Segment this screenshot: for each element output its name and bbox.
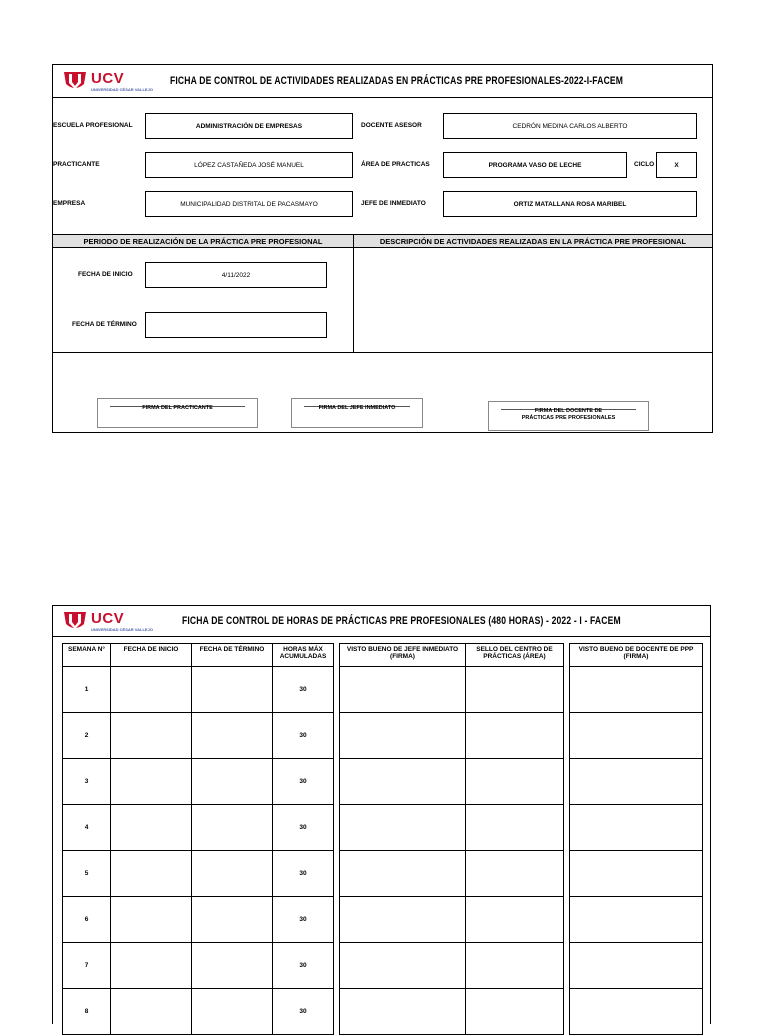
horas-cell: 30 (273, 897, 334, 943)
area-label: ÁREA DE PRACTICAS (361, 161, 430, 168)
sello-cell[interactable] (466, 805, 564, 851)
visto-jefe-cell[interactable] (340, 897, 466, 943)
descripcion-header: DESCRIPCIÓN DE ACTIVIDADES REALIZADAS EN LA PRÁCTICA PRE PROFESIONAL (379, 236, 687, 246)
fecha-inicio-cell[interactable] (111, 897, 192, 943)
horas-cell: 30 (273, 713, 334, 759)
fecha-termino-cell[interactable] (192, 943, 273, 989)
semana-cell: 6 (63, 897, 111, 943)
fecha-inicio-label: FECHA DE INICIO (78, 271, 133, 278)
fecha-inicio-cell[interactable] (111, 943, 192, 989)
table-row (63, 713, 703, 759)
horas-cell: 30 (273, 989, 334, 1035)
col-visto-docente-line1: VISTO BUENO DE DOCENTE DE PPP (578, 646, 694, 653)
col-sello (466, 644, 564, 667)
visto-jefe-cell[interactable] (340, 667, 466, 713)
sello-cell[interactable] (466, 667, 564, 713)
sello-cell[interactable] (466, 759, 564, 805)
fecha-inicio-cell[interactable] (111, 805, 192, 851)
ucv-shield-icon (62, 69, 88, 93)
col-sello-line2: PRÁCTICAS (ÁREA) (483, 653, 546, 661)
table-row (63, 851, 703, 897)
horas-cell: 30 (273, 805, 334, 851)
semana-cell: 5 (63, 851, 111, 897)
col-sello-line1: SELLO DEL CENTRO DE (476, 646, 553, 653)
semana-cell: 7 (63, 943, 111, 989)
table-row (63, 805, 703, 851)
fecha-inicio-cell[interactable] (111, 851, 192, 897)
sello-cell[interactable] (466, 897, 564, 943)
table-row (63, 759, 703, 805)
semana-cell: 8 (63, 989, 111, 1035)
form1-title: FICHA DE CONTROL DE ACTIVIDADES REALIZADAS EN PRÁCTICAS PRE PROFESIONALES-2022-I-FACEM (170, 75, 624, 87)
col-horas-line2: ACUMULADAS (279, 653, 327, 661)
ciclo-label: CICLO (634, 161, 655, 168)
table-row (63, 667, 703, 713)
fecha-termino-cell[interactable] (192, 759, 273, 805)
visto-docente-cell[interactable] (570, 713, 703, 759)
escuela-value: ADMINISTRACIÓN DE EMPRESAS (195, 122, 303, 130)
hours-table (62, 643, 703, 1035)
col-semana: SEMANA N° (63, 644, 111, 667)
fecha-termino-cell[interactable] (192, 897, 273, 943)
visto-jefe-cell[interactable] (340, 943, 466, 989)
visto-docente-cell[interactable] (570, 851, 703, 897)
sello-cell[interactable] (466, 989, 564, 1035)
col-horas (273, 644, 334, 667)
visto-docente-cell[interactable] (570, 805, 703, 851)
col-fecha-termino: FECHA DE TÉRMINO (192, 644, 273, 667)
horas-cell: 30 (273, 943, 334, 989)
sello-cell[interactable] (466, 943, 564, 989)
ucv-logo-2 (62, 608, 153, 634)
escuela-label: ESCUELA PROFESIONAL (53, 122, 133, 129)
col-fecha-inicio: FECHA DE INICIO (111, 644, 192, 667)
fecha-termino-label: FECHA DE TÉRMINO (72, 321, 137, 328)
table-row (63, 943, 703, 989)
col-visto-docente-line2: (FIRMA) (623, 653, 649, 661)
firma-docente-line1: FIRMA DEL DOCENTE DE (534, 408, 603, 414)
empresa-label: EMPRESA (53, 200, 86, 207)
horas-cell: 30 (273, 851, 334, 897)
docente-label: DOCENTE ASESOR (361, 122, 422, 129)
fecha-termino-field[interactable] (145, 312, 327, 338)
firma-docente-box[interactable] (488, 401, 649, 431)
jefe-label: JEFE DE INMEDIATO (361, 200, 426, 207)
fecha-termino-cell[interactable] (192, 667, 273, 713)
semana-cell: 2 (63, 713, 111, 759)
jefe-field[interactable] (443, 191, 697, 217)
col-visto-jefe-line2: (FIRMA) (390, 653, 415, 661)
col-visto-jefe (340, 644, 466, 667)
table-row (63, 989, 703, 1035)
fecha-inicio-cell[interactable] (111, 713, 192, 759)
fecha-termino-cell[interactable] (192, 713, 273, 759)
logo-text: UCV (91, 609, 125, 627)
table-row (63, 897, 703, 943)
ucv-logo (62, 68, 153, 94)
fecha-inicio-cell[interactable] (111, 759, 192, 805)
semana-cell: 3 (63, 759, 111, 805)
jefe-value: ORTIZ MATALLANA ROSA MARIBEL (513, 200, 627, 208)
fecha-termino-cell[interactable] (192, 805, 273, 851)
visto-docente-cell[interactable] (570, 759, 703, 805)
visto-docente-cell[interactable] (570, 897, 703, 943)
form2-title: FICHA DE CONTROL DE HORAS DE PRÁCTICAS PRE PROFESIONALES (480 HORAS) - 2022 - I - FACEM (182, 615, 621, 627)
visto-jefe-cell[interactable] (340, 805, 466, 851)
fecha-inicio-cell[interactable] (111, 989, 192, 1035)
area-field[interactable] (443, 152, 627, 178)
fecha-inicio-cell[interactable] (111, 667, 192, 713)
ucv-shield-icon (62, 609, 88, 633)
fecha-inicio-field[interactable] (145, 262, 327, 288)
visto-jefe-cell[interactable] (340, 851, 466, 897)
semana-cell: 1 (63, 667, 111, 713)
docente-value: CEDRÓN MEDINA CARLOS ALBERTO (512, 122, 628, 130)
firma-jefe-label: FIRMA DEL JEFE INMEDIATO (318, 405, 396, 411)
visto-docente-cell[interactable] (570, 667, 703, 713)
practicante-field[interactable] (145, 152, 353, 178)
horas-cell: 30 (273, 759, 334, 805)
firma-docente-line2: PRÁCTICAS PRE PROFESIONALES (521, 414, 616, 421)
sello-cell[interactable] (466, 713, 564, 759)
practicante-label: PRACTICANTE (53, 161, 100, 168)
visto-docente-cell[interactable] (570, 989, 703, 1035)
hours-table-header (63, 644, 703, 667)
visto-jefe-cell[interactable] (340, 713, 466, 759)
ciclo-field[interactable] (656, 152, 697, 178)
area-value: PROGRAMA VASO DE LECHE (488, 161, 582, 169)
practicante-value: LÓPEZ CASTAÑEDA JOSÉ MANUEL (194, 161, 304, 169)
logo-subtitle: UNIVERSIDAD CÉSAR VALLEJO (91, 86, 153, 92)
ciclo-value: X (674, 161, 679, 169)
logo-subtitle: UNIVERSIDAD CÉSAR VALLEJO (91, 626, 153, 632)
firma-jefe-box[interactable] (291, 398, 423, 428)
firma-practicante-box[interactable] (97, 398, 258, 428)
fecha-termino-cell[interactable] (192, 989, 273, 1035)
col-horas-line1: HORAS MÁX (283, 646, 323, 653)
empresa-field[interactable] (145, 191, 353, 217)
visto-jefe-cell[interactable] (340, 759, 466, 805)
fecha-termino-cell[interactable] (192, 851, 273, 897)
descripcion-area[interactable] (354, 248, 712, 352)
col-visto-docente (570, 644, 703, 667)
escuela-field[interactable] (145, 113, 353, 139)
empresa-value: MUNICIPALIDAD DISTRITAL DE PACASMAYO (180, 200, 318, 208)
firma-docente-label (489, 408, 648, 421)
visto-docente-cell[interactable] (570, 943, 703, 989)
col-visto-jefe-line1: VISTO BUENO DE JEFE INMEDIATO (346, 646, 459, 653)
periodo-header: PERIODO DE REALIZACIÓN DE LA PRÁCTICA PRE PROFESIONAL (83, 236, 323, 246)
logo-text: UCV (91, 69, 125, 87)
visto-jefe-cell[interactable] (340, 989, 466, 1035)
horas-cell: 30 (273, 667, 334, 713)
fecha-inicio-value: 4/11/2022 (221, 271, 251, 279)
docente-field[interactable] (443, 113, 697, 139)
firma-practicante-label: FIRMA DEL PRACTICANTE (142, 405, 213, 411)
semana-cell: 4 (63, 805, 111, 851)
sello-cell[interactable] (466, 851, 564, 897)
